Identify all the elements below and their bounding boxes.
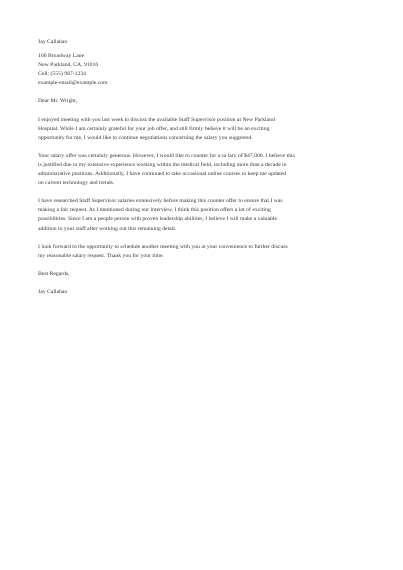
paragraph-line: addition to your staff after working out this remaining detail.	[38, 225, 177, 232]
paragraph-line: my reasonable salary request. Thank you for your time.	[38, 252, 164, 259]
paragraph-line: I have researched Staff Supervisor salaries extensively before making this counter offer to ensure that I was	[38, 198, 283, 205]
sender-cell: Cell: (555) 987-1234	[38, 71, 87, 78]
sender-email: example-email@example.com	[38, 80, 108, 87]
paragraph-line: making a fair request. As I mentioned during our interview, I think this position offers a lot of exciting	[38, 207, 271, 214]
paragraph-line: opportunity for me, I would like to continue negotiations concerning the salary you suggested.	[38, 134, 253, 141]
sender-city: New Parkland, CA, 91010	[38, 62, 99, 69]
paragraph-4	[38, 243, 378, 261]
paragraph-line: I look forward to the opportunity to schedule another meeting with you at your convenience to further discuss	[38, 243, 288, 250]
paragraph-line: is justified due to my extensive experience working within the medical field, including more than a decade in	[38, 161, 287, 168]
paragraph-line: on current technology and trends.	[38, 180, 115, 187]
paragraph-line: administrative positions. Additionally, I have continued to take occasional online courses to keep me updated	[38, 171, 287, 178]
closing: Best Regards,	[38, 270, 70, 277]
sender-street: 100 Broadway Lane	[38, 53, 85, 60]
salutation: Dear Mr. Wright,	[38, 98, 78, 105]
paragraph-line: I enjoyed meeting with you last week to discuss the available Staff Supervisor position at New Parkland	[38, 116, 275, 123]
paragraph-line: Your salary offer was certainly generous. However, I would like to counter for a sa lary of $47,000. I believe this	[38, 152, 295, 159]
sender-name: Jay Callahan	[38, 39, 68, 45]
paragraph-line: Hospital. While I am certainly grateful for your job offer, and still firmly believe it will be an exciting	[38, 125, 270, 132]
paragraph-1	[38, 116, 378, 143]
signature-name: Jay Callahan	[38, 288, 68, 295]
letter-body	[38, 38, 378, 297]
paragraph-line: possibilities. Since I am a people person with proven leadership abilities, I believe I will make a valuable	[38, 216, 277, 223]
paragraph-3	[38, 197, 378, 233]
paragraph-2	[38, 152, 378, 188]
